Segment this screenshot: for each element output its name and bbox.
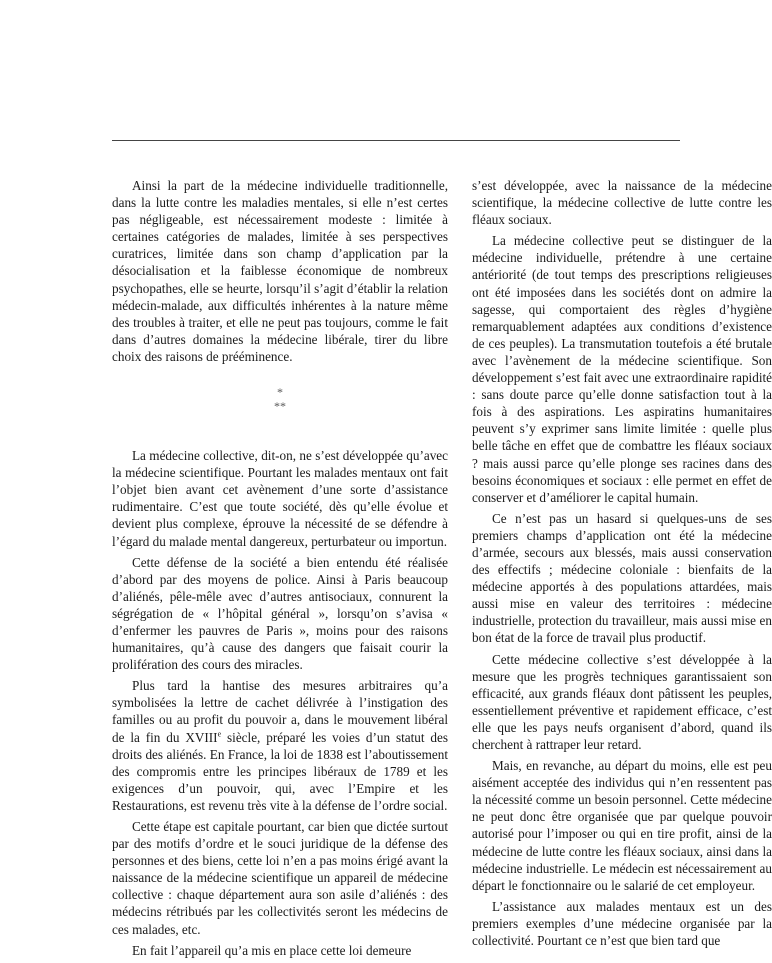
paragraph-text: Plus tard la hantise des mesures arbitraires qu’a symbolisées la lettre de cachet délivrée à l’instigation des familles ou au profit du pouvoir a, dans le mouvement libéral de la fin du XVIII [112,678,448,745]
paragraph: La médecine collective, dit-on, ne s’est développée qu’avec la médecine scientifique. Pourtant les malades mentaux ont fait l’objet bien avant cet avènement d’une sorte d’assistance rudimentaire. C’est que toute société, dès qu’elle évolue et devient plus complexe, éprouve la nécessité de se défendre à l’égard du malade mental dangereux, perturbateur ou importun. [112,448,448,549]
paragraph: Mais, en revanche, au départ du moins, elle est peu aisément acceptée des individus qui n’en ressentent pas la nécessité comme un besoin personnel. Cette médecine ne peut donc être organisée que par quelque pouvoir autorisé pour l’imposer ou qui en tire profit, ainsi de la médecine de lutte contre les fléaux sociaux, ainsi dans la médecine industrielle. Le médecin est nécessairement au départ le fonctionnaire ou le salarié de cet employeur. [472,758,772,893]
dinkus-bottom: ** [274,399,286,414]
paragraph: L’assistance aux malades mentaux est un des premiers exemples d’une médecine organisée par la collectivité. Pourtant ce n’est que bien tard que [472,898,772,949]
right-column [472,177,772,953]
paragraph: Ce n’est pas un hasard si quelques-uns de ses premiers champs d’application ont été la médecine d’armée, secours aux blessés, mais aussi conservation des effectifs ; médecine coloniale : bienfaits de la médecine apportés à des populations attardées, mais aussi mise en valeur des territoires : médecine industrielle, protection du travailleur, mais aussi mise en bon état de la force de travail plus productif. [472,510,772,646]
paragraph: Cette défense de la société a bien entendu été réalisée d’abord par des moyens de police. Ainsi à Paris beaucoup d’aliénés, pêle-mêle avec d’autres antisociaux, connurent la ségrégation de « l’hôpital général », lorsqu’on s’avisa « d’enfermer les pauvres de Paris », moins pour des raisons humanitaires, qu’à cause des dangers que faisait courir la prolifération des cours des miracles. [112,554,448,673]
paragraph: En fait l’appareil qu’a mis en place cette loi demeure [132,942,412,958]
left-column [112,177,448,963]
section-dinkus [112,385,448,413]
header-rule [112,140,680,141]
paragraph: Ainsi la part de la médecine individuelle traditionnelle, dans la lutte contre les maladies mentales, si elle n’est certes pas négligeable, est nécessairement modeste : limitée à certaines catégories de malades, limitée à ses perspectives curatrices, limitée dans son champ d’application par la désocialisation et la faiblesse économique de nombreux psychopathes, elle se heurte, lorsqu’il s’agit d’établir la relation médecin-malade, aux difficultés inhérentes à la nature même des troubles à traiter, et elle ne peut pas toujours, comme le fait dans d’autres domaines la médecine libérale, tirer du libre choix des raisons de prééminence. [112,178,448,364]
paragraph [112,677,448,814]
dinkus-top: * [277,385,283,400]
paragraph: La médecine collective peut se distinguer de la médecine individuelle, prétendre à une certaine antériorité (de tout temps des prescriptions religieuses ont été imposées dans les sociétés dont on admire la sagesse, qui comportaient des règles d’hygiène remarquablement adaptées aux conditions d’existence de ces peuples). La transmutation toutefois a été brutale avec l’avènement de la médecine scientifique. Son développement s’est fait avec une extraordinaire rapidité : sans doute parce qu’elle donne satisfaction tout à la fois à des aspirations. Les aspiratins humanitaires peuvent s’y exprimer sans limite limitée : quelle plus belle tâche en effet que de combattre les fléaux sociaux ? mais aussi parce qu’elle plonge ses racines dans des besoins économiques et sociaux : elle permet en effet de conserver et d’améliorer le capital humain. [472,233,772,505]
superscript: e [217,729,222,739]
paragraph: Cette étape est capitale pourtant, car bien que dictée surtout par des motifs d’ordre et le souci juridique de la défense des personnes et des biens, cette loi n’en a pas moins érigé avant la naissance de la médecine scientifique un appareil de médecine collective : chaque département aura son asile d’aliénés : des médecins rétribués par les collectivités seront les médecins de ces malades, etc. [112,819,448,937]
paragraph: s’est développée, avec la naissance de la médecine scientifique, la médecine collective de lutte contre les fléaux sociaux. [472,178,772,228]
paragraph-text: siècle, préparé les voies d’un statut des droits des aliénés. En France, la loi de 1838 est l’aboutissement des compromis entre les principes libéraux de 1789 et les exigences d’un pouvoir, qui, avec l’Empire et les Restaurations, est revenu très vite à la défense de l’ordre social. [112,729,449,813]
paragraph: Cette médecine collective s’est développée à la mesure que les progrès techniques garantissaient son efficacité, aux grands fléaux dont pâtissent les peuples, essentiellement préventive et rapidement efficace, c’est elle que les pays neufs organisent d’abord, quand ils cherchent à rattraper leur retard. [472,651,772,752]
